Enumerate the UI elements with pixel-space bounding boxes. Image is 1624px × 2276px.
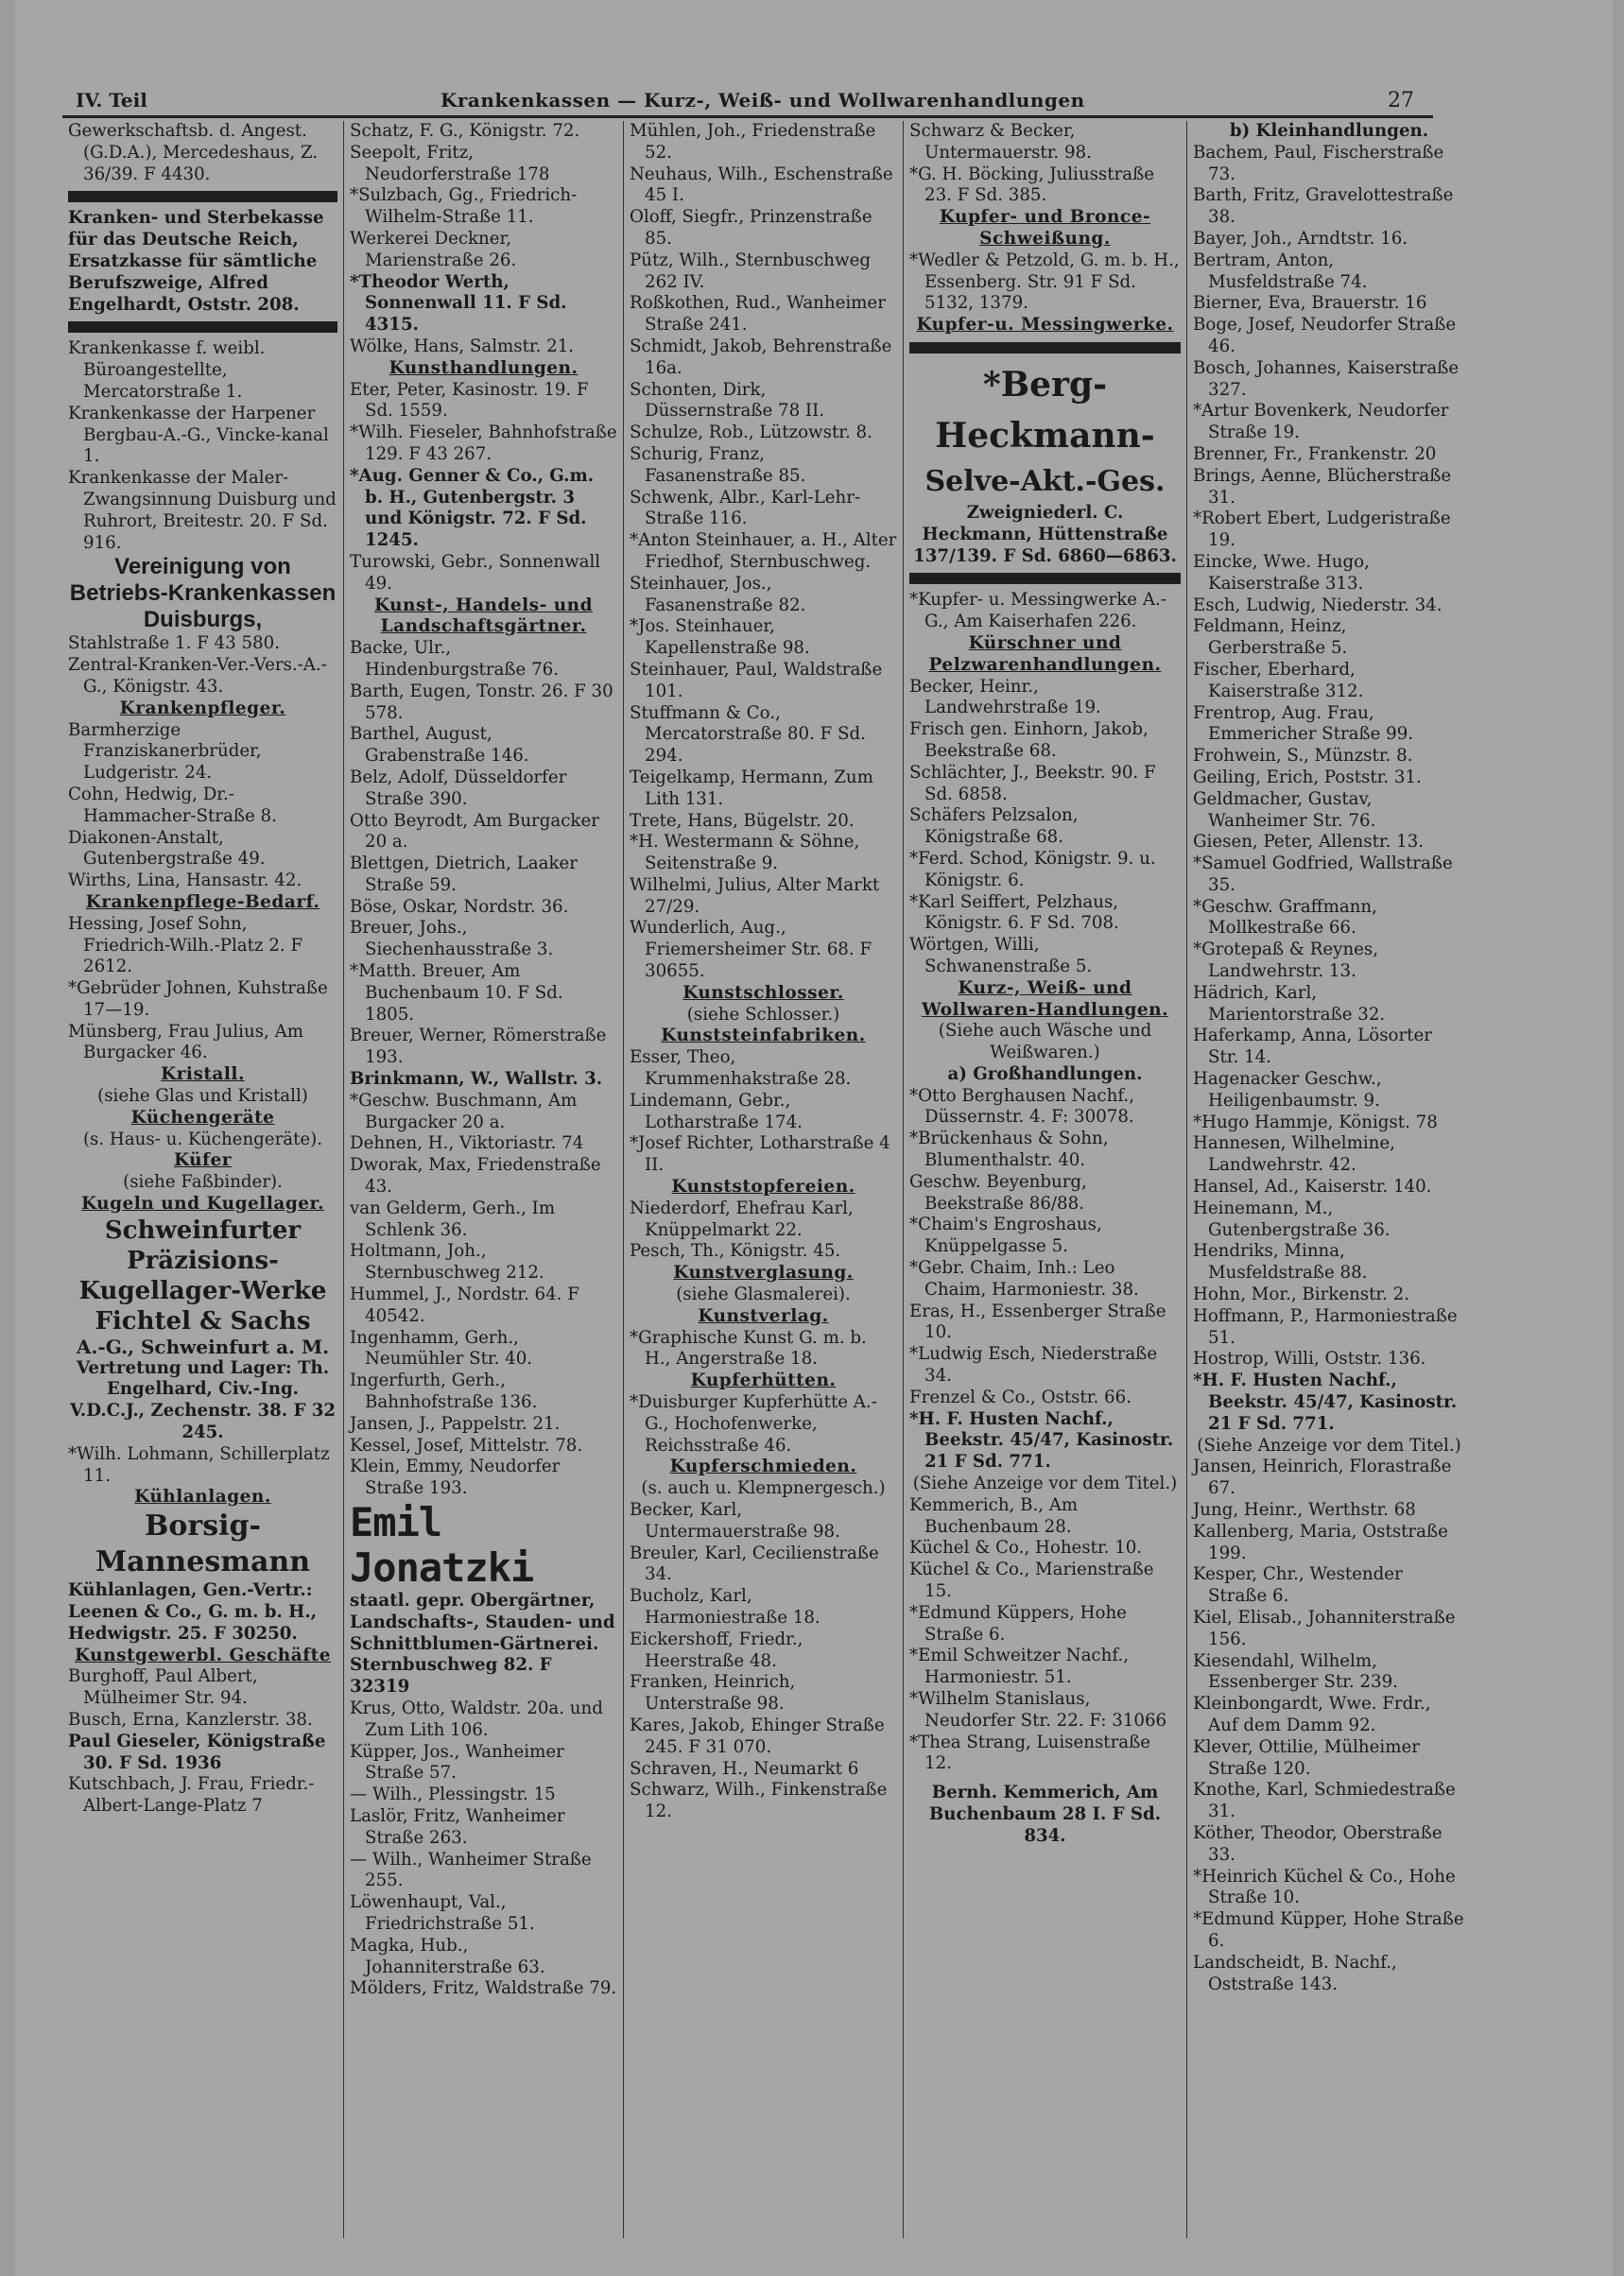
entry: *G. H. Böcking, Juliusstraße 23. F Sd. 385. — [909, 164, 1154, 206]
ad-schweinfurter-place: A.-G., Schweinfurt a. M. — [76, 1335, 330, 1358]
entry: Feldmann, Heinz, Gerberstraße 5. — [1193, 616, 1348, 659]
entry: Kleinbongardt, Wwe. Frdr., Auf dem Damm 92. — [1193, 1694, 1431, 1735]
column-4 — [904, 121, 1187, 2238]
cross-reference: (s. auch u. Klempnergesch.) — [641, 1478, 886, 1499]
entry: Boge, Josef, Neudorfer Straße 46. — [1193, 315, 1457, 356]
ad-schweinfurter: Schweinfurter Präzisions-Kugellager-Werke Fichtel & Sachs — [78, 1216, 327, 1336]
entry: — Wilh., Plessingstr. 15 — [350, 1785, 556, 1805]
page — [15, 0, 1613, 2276]
entry: Werkerei Deckner, Marienstraße 26. — [350, 228, 517, 270]
entry: *Graphische Kunst G. m. b. H., Angerstraße 18. — [630, 1327, 867, 1370]
entry: Burghoff, Paul Albert, Mülheimer Str. 94. — [68, 1666, 258, 1709]
entry: *Wilh. Lohmann, Schillerplatz 11. — [68, 1443, 330, 1486]
entry: Fischer, Eberhard, Kaiserstraße 312. — [1193, 659, 1364, 701]
entry: — Wilh., Wanheimer Straße 255. — [350, 1849, 592, 1891]
entry: Schmidt, Jakob, Behrenstraße 16a. — [630, 336, 892, 378]
entry: *Edmund Küppers, Hohe Straße 6. — [909, 1602, 1127, 1645]
entry: Eickershoff, Friedr., Heerstraße 48. — [630, 1629, 803, 1671]
entry: Geschw. Beyenburg, Beekstraße 86/88. — [909, 1171, 1087, 1214]
entry: Brenner, Fr., Frankenstr. 20 — [1193, 443, 1437, 464]
entry: Becker, Karl, Untermauerstraße 98. — [630, 1500, 840, 1542]
entry: Teigelkamp, Hermann, Zum Lith 131. — [630, 767, 873, 809]
section-heading: Kunststopfereien. — [671, 1177, 855, 1198]
entry: *Wedler & Petzold, G. m. b. H., Essenberg. Str. 91 F Sd. 5132, 1379. — [909, 250, 1180, 314]
entry: *Jos. Steinhauer, Kapellenstraße 98. — [630, 616, 810, 659]
entry: Kallenberg, Maria, Oststraße 199. — [1193, 1521, 1448, 1563]
section-heading: Kristall. — [161, 1064, 245, 1085]
section-heading: Küfer — [173, 1150, 233, 1171]
entry: Jansen, J., Pappelstr. 21. — [350, 1413, 561, 1434]
entry: Hendriks, Minna, Musfeldstraße 88. — [1193, 1241, 1368, 1284]
ad-rule — [68, 191, 337, 202]
column-5 — [1187, 121, 1471, 2238]
section-heading: Kunsthandlungen. — [389, 357, 579, 378]
entry: Stahlstraße 1. F 43 580. — [68, 633, 280, 654]
entry: Wirths, Lina, Hansastr. 42. — [68, 871, 302, 891]
section-heading: Kurz-, Weiß- und Wollwaren-Handlungen. — [921, 977, 1169, 1020]
entry: Wörtgen, Willi, Schwanenstraße 5. — [909, 935, 1093, 976]
ad-borsig-details: Kühlanlagen, Gen.-Vertr.: Leenen & Co., G. m. b. H., Hedwigstr. 25. F 30250. — [68, 1580, 317, 1644]
entry: *Emil Schweitzer Nachf., Harmoniestr. 51. — [909, 1646, 1129, 1688]
ad-rule — [909, 342, 1181, 353]
entry: Hessing, Josef Sohn, Friedrich-Wilh.-Platz 2. F 2612. — [68, 913, 303, 977]
entry: *Chaim's Engroshaus, Knüppelgasse 5. — [909, 1215, 1102, 1257]
entry: Hoffmann, P., Harmoniestraße 51. — [1193, 1305, 1458, 1348]
ad-emil-address: Sternbuschweg 82. F 32319 — [350, 1655, 552, 1698]
entry: Bucholz, Karl, Harmoniestraße 18. — [630, 1586, 821, 1628]
cross-reference: (Siehe Anzeige vor dem Titel.) — [912, 1474, 1178, 1494]
entry: Giesen, Peter, Allenstr. 13. — [1193, 832, 1425, 853]
section-heading: Krankenpfleger. — [119, 698, 286, 718]
column-3 — [624, 121, 904, 2238]
ad-berg-address: Zweigniederl. C. Heckmann, Hüttenstraße 137/139. F Sd. 6860—6863. — [913, 502, 1177, 566]
ad-sterbekasse: Kranken- und Sterbekasse für das Deutsche Reich, Ersatzkasse für sämtliche Berufszweige, Alfred Engelhardt, Oststr. 208. — [68, 208, 324, 315]
entry: *Matth. Breuer, Am Buchenbaum 10. F Sd. 1805. — [350, 961, 563, 1025]
entry: *Geschw. Buschmann, Am Burgacker 20 a. — [350, 1090, 578, 1132]
entry: Klever, Ottilie, Mülheimer Straße 120. — [1193, 1736, 1420, 1779]
entry: Bertram, Anton, Musfeldstraße 74. — [1193, 250, 1368, 292]
running-title: Krankenkassen — Kurz-, Weiß- und Wollwarenhandlungen — [441, 89, 1085, 112]
column-1 — [62, 121, 344, 2238]
entry: Dworak, Max, Friedenstraße 43. — [350, 1155, 601, 1198]
entry: Schatz, F. G., Königstr. 72. — [350, 121, 580, 141]
entry: Barthel, August, Grabenstraße 146. — [350, 724, 529, 767]
entry: Gewerkschaftsb. d. Angest. (G.D.A.), Mercedeshaus, Z. 36/39. F 4430. — [68, 121, 319, 184]
entry: *Gebr. Chaim, Inh.: Leo Chaim, Harmoniestr. 38. — [909, 1258, 1139, 1300]
entry: Köther, Theodor, Oberstraße 33. — [1193, 1822, 1443, 1865]
entry: *Brückenhaus & Sohn, Blumenthalstr. 40. — [909, 1129, 1109, 1171]
entry: Geiling, Erich, Poststr. 31. — [1193, 767, 1422, 787]
part-label: IV. Teil — [76, 89, 147, 112]
section-heading: Kupferschmieden. — [669, 1457, 857, 1477]
ad-schweinfurter-agent: Vertretung und Lager: Th. Engelhard, Civ.-Ing. V.D.C.J., Zechenstr. 38. F 32 245. — [69, 1357, 337, 1443]
entry: *Samuel Godfried, Wallstraße 35. — [1193, 854, 1453, 895]
page-number: 27 — [1388, 89, 1414, 112]
page-header — [62, 81, 1433, 118]
ad-rule — [909, 573, 1181, 584]
entry: Krankenkasse der Harpener Bergbau-A.-G., Vincke-kanal 1. — [68, 403, 329, 467]
entry: Ingerfurth, Gerh., Bahnhofstraße 136. — [350, 1371, 538, 1413]
entry: Diakonen-Anstalt, Gutenbergstraße 49. — [68, 827, 266, 870]
entry: Schwenk, Albr., Karl-Lehr-Straße 116. — [630, 487, 861, 529]
entry: *H. Westermann & Söhne, Seitenstraße 9. — [630, 832, 860, 874]
entry: *Hugo Hammje, Königst. 78 — [1193, 1112, 1438, 1132]
section-heading: Kunst-, Handels- und Landschaftsgärtner. — [373, 595, 594, 637]
entry: Knothe, Karl, Schmiedestraße 31. — [1193, 1780, 1456, 1822]
entry: Böse, Oskar, Nordstr. 36. — [350, 896, 569, 917]
cross-reference: (siehe Faßbinder). — [123, 1172, 283, 1193]
section-heading: Krankenpflege-Bedarf. — [85, 891, 320, 912]
entry: Otto Beyrodt, Am Burgacker 20 a. — [350, 810, 599, 853]
entry: *Heinrich Küchel & Co., Hohe Straße 10. — [1193, 1866, 1456, 1908]
subsection-heading: b) Kleinhandlungen. — [1229, 121, 1429, 141]
entry: Küchel & Co., Hohestr. 10. — [909, 1538, 1143, 1559]
ad-selve: Selve-Akt.-Ges. — [924, 464, 1166, 498]
entry: Seepolt, Fritz, Neudorferstraße 178 — [350, 142, 550, 184]
entry: Neuhaus, Wilh., Eschenstraße 45 I. — [630, 164, 893, 206]
entry: Brings, Aenne, Blücherstraße 31. — [1193, 465, 1452, 508]
entry: Breuer, Johs., Siechenhausstraße 3. — [350, 918, 554, 960]
entry: *Karl Seiffert, Pelzhaus, Königstr. 6. F Sd. 708. — [909, 891, 1119, 934]
entry: Schwarz, Wilh., Finkenstraße 12. — [630, 1780, 888, 1822]
entry: *Sulzbach, Gg., Friedrich-Wilhelm-Straße 11. — [350, 185, 578, 228]
entry: Krankenkasse der Maler-Zwangsinnung Duisburg und Ruhrort, Breitestr. 20. F Sd. 916. — [68, 468, 337, 553]
entry: Bayer, Joh., Arndtstr. 16. — [1193, 228, 1408, 249]
entry: Mühlen, Joh., Friedenstraße 52. — [630, 121, 876, 163]
entry: Wölke, Hans, Salmstr. 21. — [350, 336, 575, 356]
entry: Trete, Hans, Bügelstr. 20. — [630, 810, 855, 831]
entry: Schwarz & Becker, Untermauerstr. 98. — [909, 121, 1092, 163]
entry: Bierner, Eva, Brauerstr. 16 — [1193, 293, 1427, 314]
entry: *Gebrüder Johnen, Kuhstraße 17—19. — [68, 978, 328, 1020]
entry: Schlächter, J., Beekstr. 90. F Sd. 6858. — [909, 762, 1156, 804]
entry: Hostrop, Willi, Oststr. 136. — [1193, 1349, 1426, 1370]
entry: Belz, Adolf, Düsseldorfer Straße 390. — [350, 767, 567, 809]
directory-columns — [34, 121, 1464, 2257]
entry: Kessel, Josef, Mittelstr. 78. — [350, 1435, 583, 1456]
entry: Steinhauer, Jos., Fasanenstraße 82. — [630, 573, 806, 615]
entry: Paul Gieseler, Königstraße 30. F Sd. 1936 — [68, 1731, 326, 1773]
entry: Krus, Otto, Waldstr. 20a. und Zum Lith 106. — [350, 1698, 603, 1740]
entry: *Theodor Werth, Sonnenwall 11. F Sd. 4315. — [350, 271, 567, 336]
entry: Holtmann, Joh., Sternbuschweg 212. — [350, 1241, 544, 1284]
entry: Cohn, Hedwig, Dr.-Hammacher-Straße 8. — [68, 784, 277, 826]
entry: *Anton Steinhauer, a. H., Alter Friedhof, Sternbuschweg. — [630, 530, 897, 572]
cross-reference: (Siehe Anzeige vor dem Titel.) — [1197, 1435, 1461, 1456]
entry: Jung, Heinr., Werthstr. 68 — [1193, 1500, 1416, 1520]
entry: Hagenacker Geschw., Heiligenbaumstr. 9. — [1193, 1069, 1382, 1111]
entry: Dehnen, H., Viktoriastr. 74 — [350, 1133, 584, 1154]
cross-reference: (siehe Schlosser.) — [686, 1004, 840, 1025]
entry: Lindemann, Gebr., Lotharstraße 174. — [630, 1090, 803, 1132]
section-heading: Kunstgewerbl. Geschäfte — [75, 1645, 331, 1665]
entry: Klein, Emmy, Neudorfer Straße 193. — [350, 1457, 561, 1499]
entry: Esch, Ludwig, Niederstr. 34. — [1193, 595, 1443, 615]
entry: Busch, Erna, Kanzlerstr. 38. — [68, 1710, 313, 1731]
entry: Schonten, Dirk, Düssernstraße 78 II. — [630, 379, 825, 422]
section-heading: Kugeln und Kugellager. — [80, 1194, 325, 1215]
entry: Küpper, Jos., Wanheimer Straße 57. — [350, 1741, 564, 1784]
ad-kemmerich: Bernh. Kemmerich, Am Buchenbaum 28 I. F Sd. 834. — [928, 1783, 1162, 1846]
entry: Kemmerich, B., Am Buchenbaum 28. — [909, 1494, 1079, 1537]
entry: *Robert Ebert, Ludgeristraße 19. — [1193, 509, 1451, 551]
entry: Frentrop, Aug. Frau, Emmericher Straße 99. — [1193, 702, 1414, 745]
entry: Ingenhamm, Gerh., Neumühler Str. 40. — [350, 1327, 533, 1370]
cross-reference: (siehe Glas und Kristall) — [97, 1086, 308, 1107]
entry: Barth, Fritz, Gravelottestraße 38. — [1193, 185, 1454, 228]
entry: Eras, H., Essenberger Straße 10. — [909, 1301, 1166, 1343]
section-heading: Kunstverlag. — [698, 1305, 829, 1326]
entry: Löwenhaupt, Val., Friedrichstraße 51. — [350, 1892, 535, 1934]
entry: Franken, Heinrich, Unterstraße 98. — [630, 1672, 796, 1715]
section-heading: Kupfer-u. Messingwerke. — [916, 315, 1174, 336]
entry: Mölders, Fritz, Waldstraße 79. — [350, 1978, 617, 1999]
entry: Schraven, H., Neumarkt 6 — [630, 1758, 859, 1779]
entry: Eter, Peter, Kasinostr. 19. F Sd. 1559. — [350, 379, 589, 422]
entry: Roßkothen, Rud., Wanheimer Straße 241. — [630, 293, 886, 336]
entry: Zentral-Kranken-Ver.-Vers.-A.-G., Königstr. 43. — [68, 655, 327, 697]
entry: Kutschbach, J. Frau, Friedr.-Albert-Lange-Platz 7 — [68, 1774, 315, 1817]
entry: Bosch, Johannes, Kaiserstraße 327. — [1193, 357, 1460, 400]
entry: Frisch gen. Einhorn, Jakob, Beekstraße 68. — [909, 719, 1149, 761]
ad-vereinigung: Vereinigung von Betriebs-Krankenkassen Duisburgs, — [69, 554, 337, 633]
entry: *H. F. Husten Nachf., Beekstr. 45/47, Kasinostr. 21 F Sd. 771. — [1193, 1371, 1458, 1434]
ad-borsig: Borsig-Mannesmann — [95, 1509, 311, 1579]
entry: Krankenkasse f. weibl. Büroangestellte, Mercatorstraße 1. — [68, 338, 266, 402]
entry: Brinkmann, W., Wallstr. 3. — [350, 1069, 603, 1090]
entry: Pütz, Wilh., Sternbuschweg 262 IV. — [630, 250, 871, 292]
entry: *Wilhelm Stanislaus, Neudorfer Str. 22. F: 31066 — [909, 1689, 1167, 1731]
entry: Hädrich, Karl, Marientorstraße 32. — [1193, 982, 1386, 1025]
entry: Frohwein, S., Münzstr. 8. — [1193, 746, 1413, 767]
entry: Hannesen, Wilhelmine, Landwehrstr. 42. — [1193, 1133, 1395, 1176]
entry: Wunderlich, Aug., Friemersheimer Str. 68. F 30655. — [630, 918, 872, 982]
entry: Eincke, Wwe. Hugo, Kaiserstraße 313. — [1193, 551, 1370, 594]
entry: Münsberg, Frau Julius, Am Burgacker 46. — [68, 1021, 303, 1063]
entry: Schäfers Pelzsalon, Königstraße 68. — [909, 805, 1079, 848]
entry: *Geschw. Graffmann, Mollkestraße 66. — [1193, 896, 1377, 939]
section-heading: Kürschner und Pelzwarenhandlungen. — [928, 632, 1162, 675]
entry: Becker, Heinr., Landwehrstraße 19. — [909, 676, 1101, 718]
entry: Hansel, Ad., Kaiserstr. 140. — [1193, 1177, 1432, 1198]
entry: Schulze, Rob., Lützowstr. 8. — [630, 422, 872, 443]
entry: *Wilh. Fieseler, Bahnhofstraße 129. F 43 267. — [350, 422, 617, 464]
entry: Schurig, Franz, Fasanenstraße 85. — [630, 443, 806, 486]
entry: Barth, Eugen, Tonstr. 26. F 30 578. — [350, 681, 613, 723]
entry: *Kupfer- u. Messingwerke A.-G., Am Kaiserhafen 226. — [909, 590, 1166, 632]
entry: *H. F. Husten Nachf., Beekstr. 45/47, Kasinostr. 21 F Sd. 771. — [909, 1408, 1174, 1473]
cross-reference: (s. Haus- u. Küchengeräte). — [82, 1129, 323, 1149]
ad-berg-heckmann: *Berg-Heckmann- — [935, 364, 1155, 456]
entry: Heinemann, M., Gutenbergstraße 36. — [1193, 1198, 1391, 1240]
entry: Kiesendahl, Wilhelm, Essenberger Str. 239. — [1193, 1650, 1398, 1693]
entry: *Ferd. Schod, Königstr. 9. u. Königstr. 6. — [909, 848, 1156, 890]
entry: Magka, Hub., Johanniterstraße 63. — [350, 1935, 545, 1977]
section-heading: Kupferhütten. — [690, 1371, 837, 1391]
entry: Barmherzige Franziskanerbrüder, Ludgeristr. 24. — [68, 719, 262, 784]
entry: Pesch, Th., Königstr. 45. — [630, 1241, 841, 1262]
section-heading: Kühlanlagen. — [134, 1487, 271, 1508]
entry: Frenzel & Co., Oststr. 66. — [909, 1387, 1132, 1407]
entry: Wilhelmi, Julius, Alter Markt 27/29. — [630, 874, 880, 917]
cross-reference: (Siehe auch Wäsche und Weißwaren.) — [938, 1021, 1152, 1063]
entry: Hummel, J., Nordstr. 64. F 40542. — [350, 1285, 579, 1326]
entry: *Aug. Genner & Co., G.m. b. H., Gutenbergstr. 3 und Königstr. 72. F Sd. 1245. — [350, 465, 595, 551]
entry: Hohn, Mor., Birkenstr. 2. — [1193, 1285, 1410, 1305]
entry: *Edmund Küpper, Hohe Straße 6. — [1193, 1909, 1464, 1951]
section-heading: Kupfer- und Bronce-Schweißung. — [939, 207, 1151, 249]
entry: *Duisburger Kupferhütte A.-G., Hochofenwerke, Reichsstraße 46. — [630, 1392, 877, 1456]
entry: Blettgen, Dietrich, Laaker Straße 59. — [350, 854, 578, 895]
entry: Haferkamp, Anna, Lösorter Str. 14. — [1193, 1026, 1432, 1068]
entry: *Grotepaß & Reynes, Landwehrstr. 13. — [1193, 940, 1379, 982]
section-heading: Kunststeinfabriken. — [661, 1026, 866, 1046]
entry: Jansen, Heinrich, Florastraße 67. — [1193, 1457, 1452, 1499]
entry: Turowski, Gebr., Sonnenwall 49. — [350, 551, 601, 594]
entry: Oloff, Siegfr., Prinzenstraße 85. — [630, 207, 872, 249]
entry: Küchel & Co., Marienstraße 15. — [909, 1560, 1154, 1602]
entry: Breuer, Werner, Römerstraße 193. — [350, 1026, 607, 1068]
entry: Kiel, Elisab., Johanniterstraße 156. — [1193, 1607, 1456, 1649]
entry: *Otto Berghausen Nachf., Düssernstr. 4. F: 30078. — [909, 1085, 1134, 1128]
cross-reference: (siehe Glasmalerei). — [676, 1285, 851, 1305]
ad-emil-description: staatl. gepr. Obergärtner, Landschafts-, Stauden- und Schnittblumen-Gärtnerei. — [350, 1591, 615, 1654]
section-heading: Kunstschlosser. — [682, 982, 844, 1003]
section-heading: Küchengeräte — [130, 1107, 275, 1128]
entry: Bachem, Paul, Fischerstraße 73. — [1193, 142, 1444, 184]
entry: *Artur Bovenkerk, Neudorfer Straße 19. — [1193, 401, 1449, 443]
entry: *Ludwig Esch, Niederstraße 34. — [909, 1344, 1158, 1387]
entry: *Thea Strang, Luisenstraße 12. — [909, 1732, 1151, 1774]
entry: *Josef Richter, Lotharstraße 4 II. — [630, 1133, 890, 1176]
entry: Stuffmann & Co., Mercatorstraße 80. F Sd. 294. — [630, 702, 866, 767]
entry: Laslör, Fritz, Wanheimer Straße 263. — [350, 1805, 565, 1848]
entry: Esser, Theo, Krummenhakstraße 28. — [630, 1047, 852, 1090]
entry: Steinhauer, Paul, Waldstraße 101. — [630, 659, 883, 701]
entry: Breuler, Karl, Cecilienstraße 34. — [630, 1543, 879, 1585]
entry: Geldmacher, Gustav, Wanheimer Str. 76. — [1193, 788, 1376, 831]
entry: Kares, Jakob, Ehinger Straße 245. F 31 070. — [630, 1715, 885, 1757]
ad-rule — [68, 321, 337, 333]
entry: Niederdorf, Ehefrau Karl, Knüppelmarkt 22. — [630, 1198, 854, 1240]
column-2 — [344, 121, 624, 2238]
entry: Backe, Ulr., Hindenburgstraße 76. — [350, 638, 560, 680]
section-heading: Kunstverglasung. — [673, 1263, 854, 1284]
entry: Kesper, Chr., Westender Straße 6. — [1193, 1564, 1403, 1607]
ad-emil-jonatzki: Emil Jonatzki — [350, 1499, 534, 1591]
entry: Landscheidt, B. Nachf., Oststraße 143. — [1193, 1952, 1397, 1994]
subsection-heading: a) Großhandlungen. — [947, 1063, 1143, 1084]
entry: van Gelderm, Gerh., Im Schlenk 36. — [350, 1198, 556, 1240]
